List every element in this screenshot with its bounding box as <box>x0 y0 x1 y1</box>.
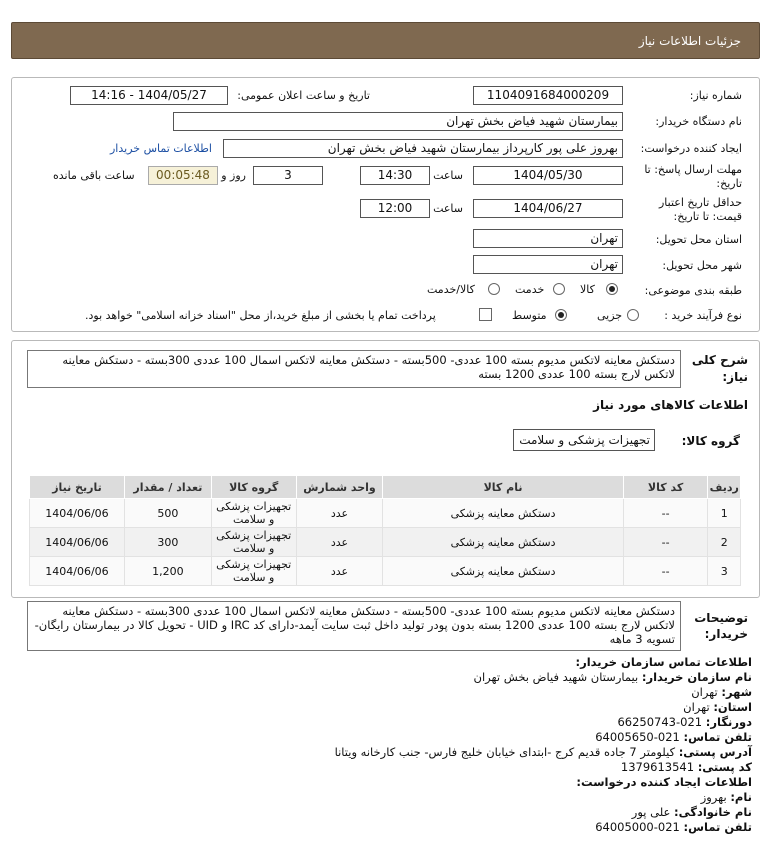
province-label: استان محل تحویل: <box>655 233 742 246</box>
contact-province <box>683 700 752 715</box>
process-radio-medium[interactable] <box>555 309 567 321</box>
validity-label-2: قیمت: تا تاریخ: <box>673 210 742 223</box>
cell-row: 2 <box>708 528 741 557</box>
col-qty: تعداد / مقدار <box>124 476 211 499</box>
goods-group-label: گروه کالا: <box>681 434 740 448</box>
contact-postal-label: کد پستی: <box>697 760 752 774</box>
cell-unit: عدد <box>296 499 383 528</box>
page-header <box>11 22 760 59</box>
contact-city-value: تهران <box>691 685 718 699</box>
cell-date: 1404/06/06 <box>30 528 125 557</box>
col-row: ردیف <box>708 476 741 499</box>
cell-name: دستکش معاینه پزشکی <box>383 528 623 557</box>
creator-phone <box>595 820 752 835</box>
announce-field: 1404/05/27 - 14:16 <box>70 86 228 105</box>
category-label: طبقه بندی موضوعی: <box>644 284 742 297</box>
treasury-checkbox[interactable] <box>479 308 492 321</box>
cell-code: -- <box>623 499 708 528</box>
cell-name: دستکش معاینه پزشکی <box>383 499 623 528</box>
summary-label-1: شرح کلی <box>691 353 748 367</box>
contact-postal-value: 1379613541 <box>620 760 695 774</box>
deadline-label-1: مهلت ارسال پاسخ: تا <box>644 163 742 176</box>
process-label: نوع فرآیند خرید : <box>664 309 742 322</box>
cell-qty: 500 <box>124 499 211 528</box>
validity-time-label: ساعت <box>433 202 463 215</box>
goods-table-header <box>30 476 741 499</box>
deadline-label-2: تاریخ: <box>716 177 742 190</box>
notes-label-1: توضیحات <box>694 611 748 625</box>
goods-table <box>29 475 741 586</box>
deadline-time-label: ساعت <box>433 169 463 182</box>
table-row <box>30 499 741 528</box>
col-date: تاریخ نیاز <box>30 476 125 499</box>
creator-label: ایجاد کننده درخواست: <box>640 142 742 155</box>
cell-code: -- <box>623 528 708 557</box>
col-group: گروه کالا <box>211 476 296 499</box>
remaining-time-field: 00:05:48 <box>148 166 218 185</box>
category-option-service: خدمت <box>515 283 545 296</box>
page-title: جزئیات اطلاعات نیاز <box>638 34 741 48</box>
cell-row: 3 <box>708 557 741 586</box>
category-option-goods: کالا <box>580 283 595 296</box>
validity-time-field: 12:00 <box>360 199 430 218</box>
creator-family-value: علی پور <box>631 805 671 819</box>
cell-unit: عدد <box>296 557 383 586</box>
contact-org <box>474 670 752 685</box>
creator-family <box>632 805 752 820</box>
city-label: شهر محل تحویل: <box>662 259 742 272</box>
validity-date-field: 1404/06/27 <box>473 199 623 218</box>
contact-phone <box>595 730 752 745</box>
contact-fax <box>617 715 752 730</box>
creator-family-label: نام خانوادگی: <box>674 805 752 819</box>
contact-org-value: بیمارستان شهید فیاض بخش تهران <box>473 670 639 684</box>
creator-phone-value: 021-64005000 <box>595 820 680 834</box>
creator-name-value: بهروز <box>700 790 727 804</box>
contact-province-label: استان: <box>713 700 752 714</box>
notes-label-2: خریدار: <box>704 627 748 641</box>
creator-phone-label: تلفن تماس: <box>683 820 752 834</box>
contact-title <box>575 655 752 670</box>
contact-city <box>691 685 752 700</box>
cell-unit: عدد <box>296 528 383 557</box>
cell-row: 1 <box>708 499 741 528</box>
contact-address-label: آدرس پستی: <box>678 745 752 759</box>
cell-qty: 300 <box>124 528 211 557</box>
summary-text: دستکش معاینه لاتکس مدیوم بسته 100 عددی- 500بسته - دستکش معاینه لاتکس اسمال 100 عددی 300بسته - دستکش معاینه لاتکس لارج بسته 100 عددی 1200 بسته <box>27 350 681 388</box>
category-radio-goods[interactable] <box>606 283 618 295</box>
deadline-time-field: 14:30 <box>360 166 430 185</box>
buyer-org-field: بیمارستان شهید فیاض بخش تهران <box>173 112 623 131</box>
creator-title <box>576 775 752 790</box>
buyer-org-label: نام دستگاه خریدار: <box>655 115 742 128</box>
table-row <box>30 557 741 586</box>
creator-field: بهروز علی پور کارپرداز بیمارستان شهید فیاض بخش تهران <box>223 139 623 158</box>
category-radio-service[interactable] <box>553 283 565 295</box>
contact-province-value: تهران <box>683 700 710 714</box>
goods-section-title: اطلاعات کالاهای مورد نیاز <box>593 398 748 412</box>
cell-date: 1404/06/06 <box>30 557 125 586</box>
table-row <box>30 528 741 557</box>
validity-label-1: حداقل تاریخ اعتبار <box>658 196 742 209</box>
treasury-text: پرداخت تمام یا بخشی از مبلغ خرید،از محل "اسناد خزانه اسلامی" خواهد بود. <box>85 309 436 322</box>
contact-city-label: شهر: <box>721 685 752 699</box>
contact-org-label: نام سازمان خریدار: <box>641 670 752 684</box>
category-option-goods-service: کالا/خدمت <box>427 283 475 296</box>
col-name: نام کالا <box>383 476 623 499</box>
contact-address-value: کیلومتر 7 جاده قدیم کرج -ابتدای خیابان خلیج فارس- جنب کارخانه ویتانا <box>334 745 676 759</box>
city-field: تهران <box>473 255 623 274</box>
cell-code: -- <box>623 557 708 586</box>
col-code: کد کالا <box>623 476 708 499</box>
contact-phone-label: تلفن تماس: <box>683 730 752 744</box>
process-option-minor: جزیی <box>597 309 623 322</box>
days-field: 3 <box>253 166 323 185</box>
contact-fax-label: دورنگار: <box>705 715 752 729</box>
summary-label-2: نیاز: <box>722 370 748 384</box>
contact-address <box>335 745 752 760</box>
deadline-date-field: 1404/05/30 <box>473 166 623 185</box>
goods-group-field: تجهیزات پزشکی و سلامت <box>513 429 655 451</box>
remaining-label: ساعت باقی مانده <box>53 169 135 182</box>
cell-group: تجهیزات پزشکی و سلامت <box>211 557 296 586</box>
need-number-field: 1104091684000209 <box>473 86 623 105</box>
cell-date: 1404/06/06 <box>30 499 125 528</box>
contact-title-text: اطلاعات تماس سازمان خریدار: <box>575 655 752 669</box>
cell-group: تجهیزات پزشکی و سلامت <box>211 499 296 528</box>
cell-group: تجهیزات پزشکی و سلامت <box>211 528 296 557</box>
province-field: تهران <box>473 229 623 248</box>
notes-text: دستکش معاینه لاتکس مدیوم بسته 100 عددی- 500بسته - دستکش معاینه لاتکس اسمال 100 عددی 300بسته - دستکش معاینه لاتکس لارج بسته 100 عددی 1200 بسته بدون پودر تولید داخل ثبت سایت آیمد-دارای کد IRC و UID - تحویل کالا در بیمارستان رایگان- تسویه 3 ماهه <box>27 601 681 651</box>
process-radio-minor[interactable] <box>627 309 639 321</box>
creator-name-label: نام: <box>730 790 752 804</box>
contact-postal <box>621 760 752 775</box>
announce-label: تاریخ و ساعت اعلان عمومی: <box>237 89 370 102</box>
cell-qty: 1,200 <box>124 557 211 586</box>
buyer-contact-link[interactable]: اطلاعات تماس خریدار <box>110 142 212 155</box>
cell-name: دستکش معاینه پزشکی <box>383 557 623 586</box>
days-label: روز و <box>221 169 246 182</box>
col-unit: واحد شمارش <box>296 476 383 499</box>
creator-name <box>701 790 752 805</box>
contact-fax-value: 021-66250743 <box>617 715 703 729</box>
need-number-label: شماره نیاز: <box>689 89 742 102</box>
category-radio-goods-service[interactable] <box>488 283 500 295</box>
creator-title-text: اطلاعات ایجاد کننده درخواست: <box>576 775 752 789</box>
contact-phone-value: 021-64005650 <box>595 730 680 744</box>
process-option-medium: متوسط <box>512 309 547 322</box>
